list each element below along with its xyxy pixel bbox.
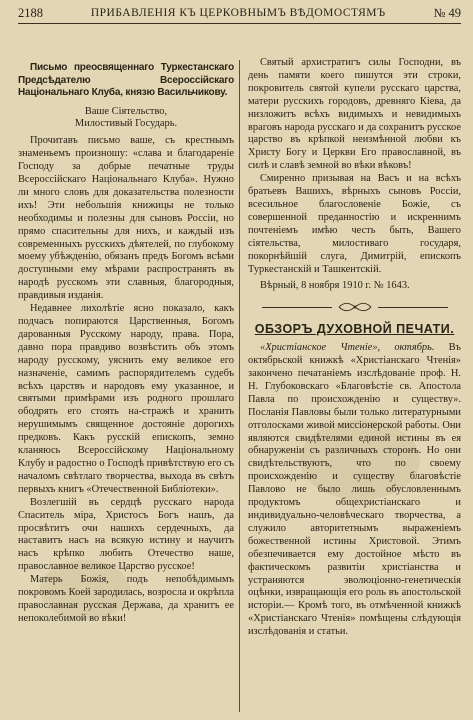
salutation-line-2: Милостивый Государь. bbox=[74, 118, 178, 130]
left-column bbox=[18, 50, 234, 626]
letter-paragraph: Прочитавъ письмо ваше, съ крестнымъ знаменьемъ произношу: «слава и благодареніе Господу за добрые печатные труды Всероссійскаго Національнаго Клуба». Нужно ли много словъ для доказательства полезности ихъ! Эти небольшія книжицы не только необходимы и полезны для сыновъ Россіи, но прямо спасительны для нихъ, и каждый изъ современныхъ русскихъ дѣятелей, по глубокому моему убѣжденію, обязанъ предъ Богомъ всѣми доступными ему мѣрами распространять въ народѣ русскомъ эти славныя, благородныя, правдивыя изданія. bbox=[18, 135, 234, 302]
letter-paragraph: Матерь Божія, подъ непобѣдимымъ покровомъ Коей зародилась, возросла и окрѣпла православная русская Держава, да хранитъ ее непоколебимой во вѣки! bbox=[18, 574, 234, 624]
issue-number: № 49 bbox=[433, 5, 461, 20]
journal-title: ПРИБАВЛЕНІЯ КЪ ЦЕРКОВНЫМЪ ВѢДОМОСТЯМЪ bbox=[90, 7, 386, 19]
ornament-line bbox=[262, 307, 332, 308]
letter-date-line: Вѣрный, 8 ноября 1910 г. № 1643. bbox=[260, 280, 410, 292]
right-column bbox=[248, 57, 461, 639]
column-divider bbox=[239, 60, 240, 712]
running-header bbox=[18, 3, 461, 24]
letter-paragraph: Святый архистратигъ силы Господни, въ день памяти коего пишутся эти строки, покровитель святой купели русскаго царства, матери русскихъ городовъ, древняго Кіева, да низложитъ всѣхъ видимыхъ и невидимыхъ враговъ народа русскаго и да сохранитъ русское царство въ крѣпкой неизмѣнной любви къ Христу Богу и Церкви Его православной, въ силѣ и славѣ земной во вѣки вѣковъ! bbox=[248, 57, 461, 172]
ornament-line bbox=[378, 307, 448, 308]
letter-paragraph: Смиренно призывая на Васъ и на всѣхъ братьевъ Вашихъ, вѣрныхъ сыновъ Россіи, всесильное благословеніе Божіе, съ совершенной преданностію и искреннимъ почтеніемъ имѣю честь быть, Вашего сіятельства, милостиваго государя, покорнѣйшій слуга, Димитрій, епископъ Туркестанскій и Ташкентскій. bbox=[248, 173, 461, 275]
salutation-line-1: Ваше Сіятельство, bbox=[84, 105, 168, 117]
section-ornament bbox=[248, 301, 461, 313]
section-title: ОБЗОРЪ ДУХОВНОЙ ПЕЧАТИ. bbox=[254, 322, 455, 337]
letter-paragraph: Возлегшій въ сердцѣ русскаго народа Спаситель міра, Христосъ Богъ нашъ, да просвѣтитъ очи нашихъ сердечныхъ, да наставитъ насъ на всякую истину и научитъ насъ крѣпко любить Отечество наше, православное великое Царство русское! bbox=[18, 496, 234, 573]
review-source-title: «Христіанское Чтеніе», октябрь. bbox=[260, 342, 435, 354]
page-number: 2188 bbox=[18, 5, 43, 20]
ornament-flourish-icon bbox=[338, 301, 372, 313]
letter-paragraph: Недавнее лихолѣтіе ясно показало, какъ подчасъ попираются Царственныя, Богомъ дарованныя Русскому народу, права. Пора, давно пора правдиво возвѣстить объ этомъ народу русскому, уяснить ему великое его назначеніе, самимъ распорядителемъ судебъ всѣхъ царствъ и народовъ ему указанное, и святыми примѣрами изъ родного прошлаго ободрять его стоять на-стражѣ и хранить нерушимымъ священное достояніе дорогихъ предковъ. Какъ русскій епископъ, земно кланяюсь Всероссійскому Національному Клубу и радостно о Господѣ привѣтствую его съ началомъ свѣтлаго творчества, выхода въ свѣтъ первыхъ книгъ «Отечественной Библіотеки». bbox=[18, 303, 234, 495]
review-text: Въ октябрьской книжкѣ «Христіанскаго Чтенія» закончено печатаніемъ изслѣдованіе проф. Н. Н. Глубоковскаго «Благовѣстіе св. Апостола Павла по происхожденію и существу». Посланія Павловы были только литературными отголосками живой миссіонерской работы. Они являются свидѣтелями единой истины въ ея обнаруженіи съ различныхъ сторонъ. Но они свидѣтельствуютъ, что по своему происхожденію и существу благовѣстіе Павлово не было лишь обусловленнымъ продуктомъ общехристіанскаго и индивидуально-человѣческаго творчества, а служило авторитетнымъ выраженіемъ божественной истины Христовой. Этимъ обезпечивается ему достойное мѣсто въ фактическомъ развитіи христіанства и устраняются эволюціонно-генетическія оцѣнки, извращающія его роль въ апостольской исторіи.— Кромѣ того, въ отмѣченной книжкѣ «Христіанскаго Чтенія» помѣщены слѣдующія изслѣдованія и статьи. bbox=[248, 342, 461, 638]
letter-title: Письмо преосвященнаго Туркестанскаго Предсѣдателю Всероссійскаго Національнаго Клуба, князю Васильчикову. bbox=[18, 62, 234, 98]
review-paragraph bbox=[248, 342, 461, 639]
